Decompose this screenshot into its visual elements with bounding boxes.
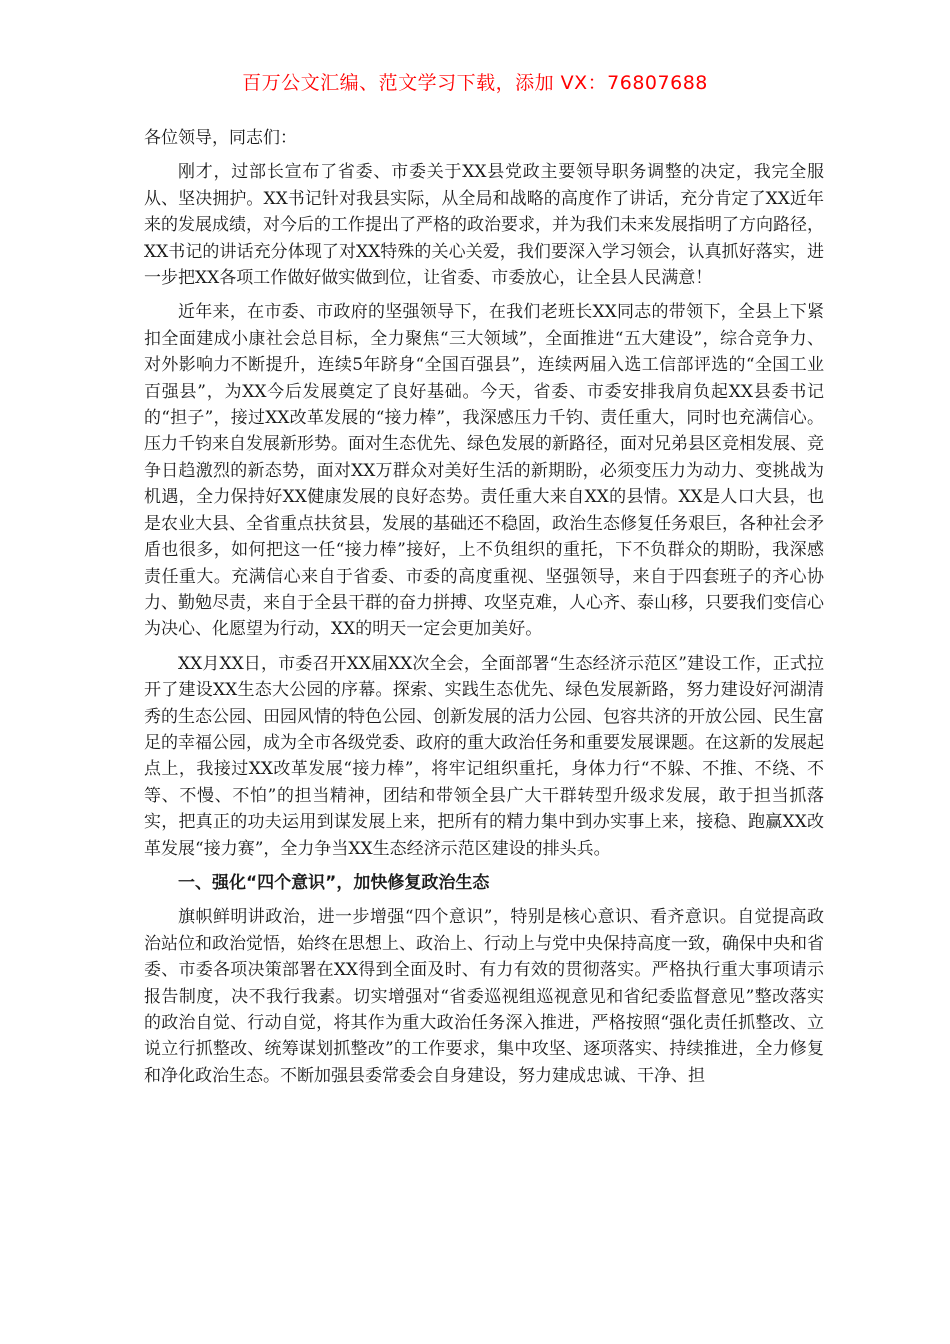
paragraph-3: XX月XX日，市委召开XX届XX次全会，全面部署“生态经济示范区”建设工作，正式拉开了建设XX生态大公园的序幕。探索、实践生态优先、绿色发展新路，努力建设好河湖清秀的生态公园、田园风情的特色公园、创新发展的活力公园、包容共济的开放公园、民生富足的幸福公园，成为全市各级党委、政府的重大政治任务和重要发展课题。在这新的发展起点上，我接过XX改革发展“接力棒”，将牢记组织重托，身体力行“不躲、不推、不绕、不等、不慢、不怕”的担当精神，团结和带领全县广大干群转型升级求发展，敢于担当抓落实，把真正的功夫运用到谋发展上来，把所有的精力集中到办实事上来，接稳、跑赢XX改革发展“接力赛”，全力争当XX生态经济示范区建设的排头兵。 [144, 653, 824, 859]
paragraph-4: 旗帜鲜明讲政治，进一步增强“四个意识”，特别是核心意识、看齐意识。自觉提高政治站位和政治觉悟，始终在思想上、政治上、行动上与党中央保持高度一致，确保中央和省委、市委各项决策部署在XX得到全面及时、有力有效的贯彻落实。严格执行重大事项请示报告制度，决不我行我素。切实增强对“省委巡视组巡视意见和省纪委监督意见”整改落实的政治自觉、行动自觉，将其作为重大政治任务深入推进，严格按照“强化责任抓整改、立说立行抓整改、统筹谋划抓整改”的工作要求，集中攻坚、逐项落实、持续推进，全力修复和净化政治生态。不断加强县委常委会自身建设，努力建成忠诚、干净、担 [144, 907, 824, 1086]
greeting: 各位领导，同志们： [144, 128, 297, 148]
section-heading-1: 一、强化“四个意识”，加快修复政治生态 [178, 872, 490, 893]
watermark-header: 百万公文汇编、范文学习下载，添加 VX：76807688 [242, 72, 708, 94]
paragraph-1: 刚才，过部长宣布了省委、市委关于XX县党政主要领导职务调整的决定，我完全服从、坚决拥护。XX书记针对我县实际，从全局和战略的高度作了讲话，充分肯定了XX近年来的发展成绩，对今后的工作提出了严格的政治要求，并为我们未来发展指明了方向路径，XX书记的讲话充分体现了对XX特殊的关心关爱，我们要深入学习领会，认真抓好落实，进一步把XX各项工作做好做实做到位，让省委、市委放心，让全县人民满意！ [144, 162, 824, 289]
document-body [144, 125, 824, 1097]
paragraph-2: 近年来，在市委、市政府的坚强领导下，在我们老班长XX同志的带领下，全县上下紧扣全面建成小康社会总目标，全力聚焦“三大领域”，全面推进“五大建设”，综合竞争力、对外影响力不断提升，连续5年跻身“全国百强县”，连续两届入选工信部评选的“全国工业百强县”，为XX今后发展奠定了良好基础。今天，省委、市委安排我肩负起XX县委书记的“担子”，接过XX改革发展的“接力棒”，我深感压力千钧、责任重大，同时也充满信心。压力千钧来自发展新形势。面对生态优先、绿色发展的新路径，面对兄弟县区竞相发展、竞争日趋激烈的新态势，面对XX万群众对美好生活的新期盼，必须变压力为动力、变挑战为机遇，全力保持好XX健康发展的良好态势。责任重大来自XX的县情。XX是人口大县，也是农业大县、全省重点扶贫县，发展的基础还不稳固，政治生态修复任务艰巨，各种社会矛盾也很多，如何把这一任“接力棒”接好，上不负组织的重托，下不负群众的期盼，我深感责任重大。充满信心来自于省委、市委的高度重视、坚强领导，来自于四套班子的齐心协力、勤勉尽责，来自于全县干群的奋力拼搏、攻坚克难，人心齐、泰山移，只要我们变信心为决心、化愿望为行动，XX的明天一定会更加美好。 [144, 302, 824, 640]
